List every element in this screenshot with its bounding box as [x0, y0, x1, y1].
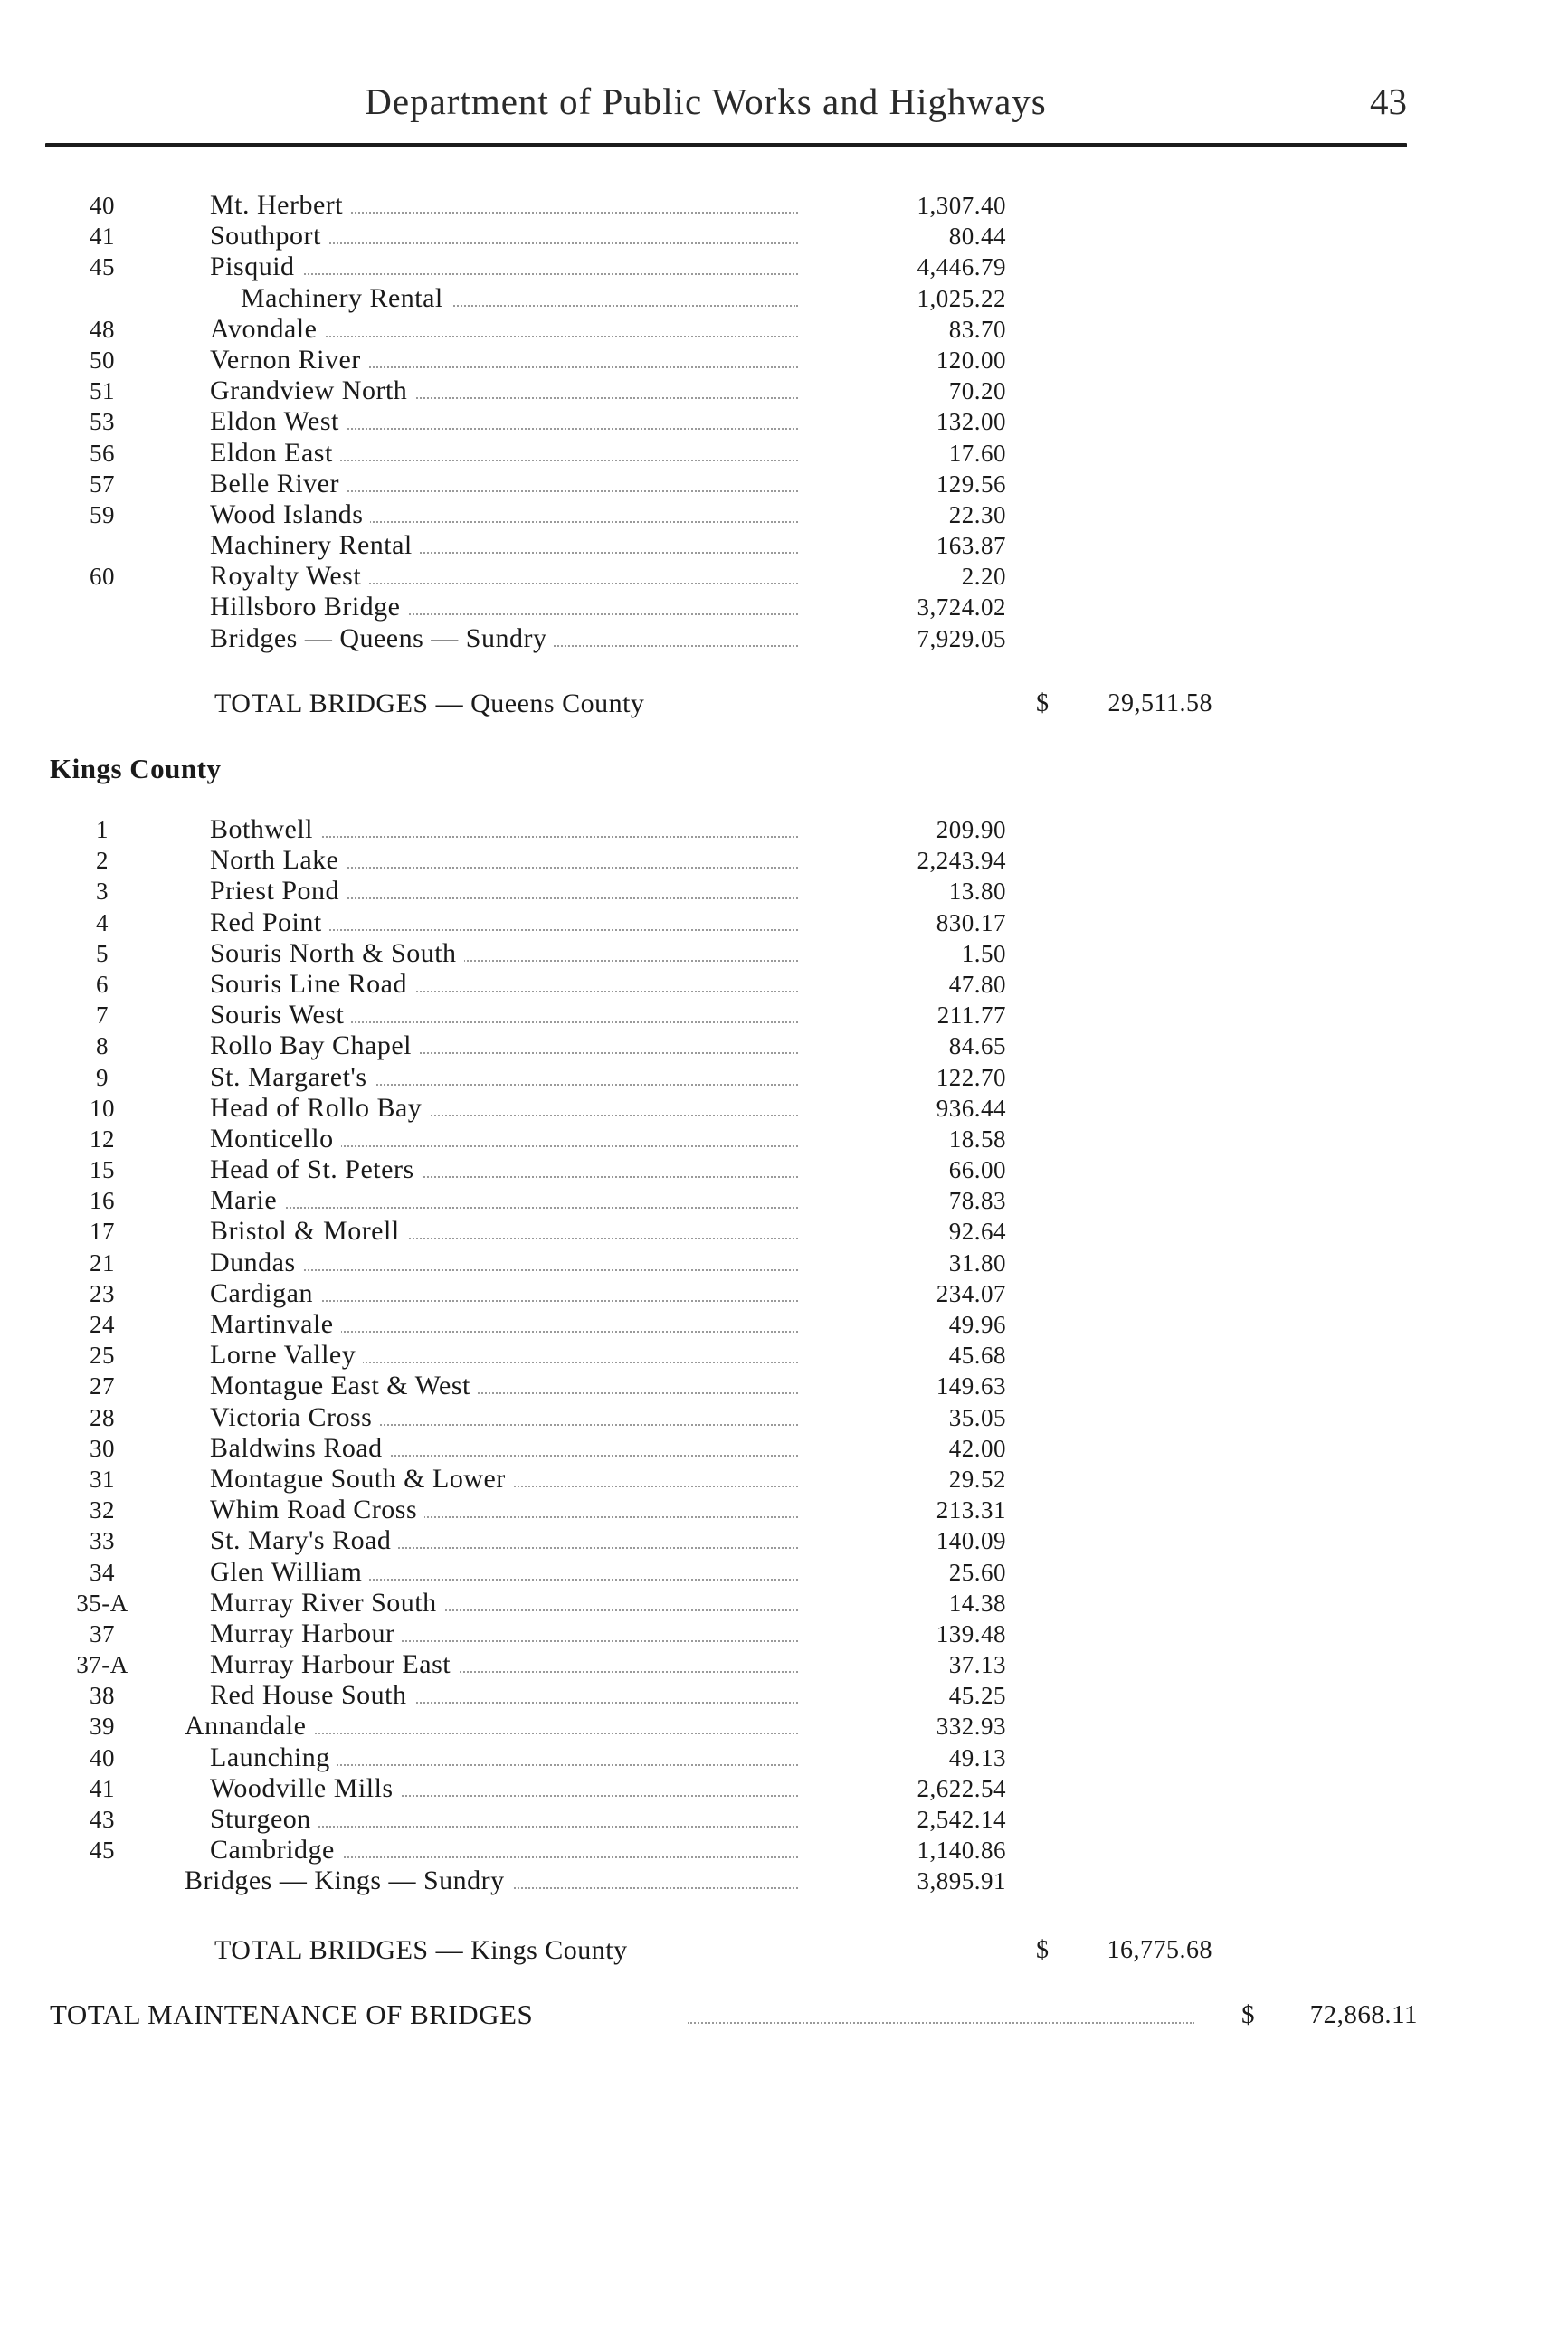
bridge-name: Souris North & South: [210, 938, 464, 968]
table-row: [0, 1866, 1568, 1896]
bridge-number: 40: [90, 1743, 115, 1771]
bridge-name: Bridges — Queens — Sundry: [210, 623, 554, 653]
bridge-name: Monticello: [210, 1124, 341, 1154]
bridge-amount: 234.07: [936, 1279, 1006, 1307]
bridge-name-cell: [210, 1680, 798, 1711]
bridge-number: 27: [90, 1372, 115, 1400]
table-row: [0, 1154, 1568, 1185]
table-row: [0, 1773, 1568, 1804]
table-row: [0, 1340, 1568, 1371]
bridge-name: North Lake: [210, 845, 346, 875]
bridge-number: 38: [90, 1682, 115, 1710]
bridge-amount: 7,929.05: [917, 624, 1006, 652]
page-header: [0, 0, 1568, 154]
bridge-name-cell: [210, 1185, 798, 1216]
bridge-amount: 122.70: [936, 1063, 1006, 1091]
bridge-name: Whim Road Cross: [210, 1495, 424, 1524]
table-row: [0, 469, 1568, 499]
table-row: [0, 814, 1568, 845]
table-row: [0, 1588, 1568, 1619]
bridge-name-cell: [210, 1062, 798, 1093]
bridge-amount: 22.30: [948, 500, 1006, 528]
bridge-amount: 2,622.54: [917, 1774, 1006, 1802]
bridge-name: St. Margaret's: [210, 1062, 375, 1092]
bridge-amount: 17.60: [948, 439, 1006, 467]
bridge-name: Martinvale: [210, 1309, 341, 1339]
bridge-name-cell: [210, 1649, 798, 1680]
bridge-amount: 47.80: [948, 970, 1006, 998]
bridge-amount: 213.31: [936, 1496, 1006, 1524]
bridge-name-cell: [210, 345, 798, 375]
bridge-name-cell: [210, 1402, 798, 1433]
bridge-amount: 29.52: [948, 1465, 1006, 1493]
bridge-name: Grandview North: [210, 375, 414, 405]
table-row: [0, 1371, 1568, 1401]
bridge-number: 8: [96, 1032, 109, 1060]
bridge-number: 50: [90, 346, 115, 374]
bridge-name: Marie: [210, 1185, 284, 1215]
table-row: [0, 1093, 1568, 1124]
bridge-name: Belle River: [210, 469, 347, 498]
table-row: [0, 1464, 1568, 1495]
bridge-name: Victoria Cross: [210, 1402, 379, 1432]
table-row: [0, 1248, 1568, 1278]
bridge-amount: 4,446.79: [917, 253, 1006, 281]
bridge-number: 24: [90, 1311, 115, 1338]
bridge-name-cell: [185, 1711, 798, 1742]
bridge-name: Mt. Herbert: [210, 190, 350, 220]
bridge-name: Avondale: [210, 314, 324, 344]
bridge-amount: 80.44: [948, 223, 1006, 251]
table-row: [0, 845, 1568, 876]
table-row: [0, 592, 1568, 622]
bridge-number: 7: [96, 1002, 109, 1030]
table-row: [0, 1278, 1568, 1309]
bridge-amount: 49.13: [948, 1743, 1006, 1771]
grand-total-dollar: $: [1241, 2000, 1255, 2029]
bridge-name: Woodville Mills: [210, 1773, 401, 1803]
bridge-name: Annandale: [185, 1711, 313, 1741]
bridge-name-cell: [210, 1371, 798, 1401]
kings-total-row: [0, 1932, 1568, 1969]
bridge-name: Machinery Rental: [241, 283, 451, 313]
bridge-number: 31: [90, 1465, 115, 1493]
bridge-name: Murray Harbour East: [210, 1649, 458, 1679]
bridge-amount: 2,542.14: [917, 1806, 1006, 1833]
kings-total-dollar: $: [1036, 1936, 1050, 1964]
table-row: [0, 907, 1568, 938]
bridge-amount: 149.63: [936, 1372, 1006, 1400]
bridge-number: 37: [90, 1619, 115, 1647]
table-row: [0, 1062, 1568, 1093]
bridge-number: 43: [90, 1806, 115, 1833]
bridge-name-cell: [210, 469, 798, 499]
bridge-amount: 936.44: [936, 1094, 1006, 1122]
bridge-amount: 2,243.94: [917, 847, 1006, 875]
bridge-amount: 45.25: [948, 1682, 1006, 1710]
table-row: [0, 1185, 1568, 1216]
table-row: [0, 1433, 1568, 1464]
bridge-name-cell: [210, 1525, 798, 1556]
bridge-amount: 49.96: [948, 1311, 1006, 1338]
bridge-name: Montague East & West: [210, 1371, 478, 1400]
table-row: [0, 1742, 1568, 1773]
bridge-name-cell: [210, 623, 798, 654]
bridge-name: Souris Line Road: [210, 969, 414, 999]
bridge-number: 30: [90, 1434, 115, 1462]
bridge-amount: 42.00: [948, 1434, 1006, 1462]
bridge-amount: 84.65: [948, 1032, 1006, 1060]
bridge-number: 56: [90, 439, 115, 467]
bridge-number: 9: [96, 1063, 109, 1091]
table-row: [0, 1525, 1568, 1556]
bridge-amount: 92.64: [948, 1218, 1006, 1246]
table-row: [0, 876, 1568, 907]
table-row: [0, 938, 1568, 969]
bridge-name-cell: [210, 1093, 798, 1124]
bridge-name-cell: [210, 375, 798, 406]
bridge-number: 57: [90, 470, 115, 498]
bridge-name-cell: [210, 814, 798, 845]
bridge-amount: 45.68: [948, 1342, 1006, 1370]
bridge-name-cell: [210, 190, 798, 221]
bridge-amount: 1,025.22: [917, 284, 1006, 312]
bridge-name-cell: [210, 1835, 798, 1866]
bridge-name-cell: [210, 1464, 798, 1495]
bridge-name-cell: [210, 1248, 798, 1278]
bridge-name-cell: [210, 530, 798, 561]
table-row: [0, 1000, 1568, 1030]
bridge-amount: 830.17: [936, 908, 1006, 936]
bridge-name: Head of St. Peters: [210, 1154, 422, 1184]
table-row: [0, 1619, 1568, 1649]
bridge-name: Eldon West: [210, 406, 347, 436]
bridge-name: Lorne Valley: [210, 1340, 363, 1370]
bridge-number: 41: [90, 223, 115, 251]
queens-county-table: [0, 190, 1568, 654]
bridge-name: Bothwell: [210, 814, 320, 844]
bridge-number: 60: [90, 563, 115, 591]
bridge-name-cell: [210, 406, 798, 437]
bridge-number: 1: [96, 816, 109, 843]
bridge-number: 51: [90, 377, 115, 405]
table-row: [0, 1495, 1568, 1525]
bridge-amount: 209.90: [936, 816, 1006, 843]
bridge-amount: 132.00: [936, 408, 1006, 436]
bridge-name-cell: [210, 1030, 798, 1061]
bridge-amount: 1,307.40: [917, 192, 1006, 219]
bridge-name: Red House South: [210, 1680, 414, 1710]
bridge-name-cell: [210, 1557, 798, 1588]
table-row: [0, 561, 1568, 592]
bridge-amount: 3,724.02: [917, 593, 1006, 622]
table-row: [0, 499, 1568, 530]
bridge-number: 21: [90, 1248, 115, 1277]
page-number: 43: [1370, 81, 1407, 122]
bridge-name-cell: [210, 1154, 798, 1185]
table-row: [0, 1680, 1568, 1711]
table-row: [0, 406, 1568, 437]
bridge-number: 16: [90, 1187, 115, 1215]
grand-total-amount: 72,868.11: [1309, 2000, 1418, 2029]
bridge-number: 40: [90, 192, 115, 219]
bridge-name: Murray River South: [210, 1588, 444, 1618]
bridge-name: Rollo Bay Chapel: [210, 1030, 419, 1060]
bridge-name-cell: [241, 283, 798, 314]
bridge-number: 53: [90, 408, 115, 436]
bridge-number: 37-A: [76, 1651, 128, 1679]
bridge-name: Glen William: [210, 1557, 369, 1587]
bridge-number: 12: [90, 1125, 115, 1153]
bridge-name-cell: [210, 907, 798, 938]
bridge-name-cell: [210, 1742, 798, 1773]
bridge-number: 17: [90, 1218, 115, 1246]
bridge-number: 10: [90, 1094, 115, 1122]
bridge-amount: 139.48: [936, 1619, 1006, 1647]
table-row: [0, 969, 1568, 1000]
bridge-name-cell: [210, 1000, 798, 1030]
bridge-amount: 66.00: [948, 1156, 1006, 1184]
bridge-amount: 2.20: [961, 563, 1006, 591]
table-row: [0, 1402, 1568, 1433]
bridge-number: 15: [90, 1156, 115, 1184]
table-row: [0, 345, 1568, 375]
bridge-name-cell: [210, 876, 798, 907]
bridge-amount: 31.80: [948, 1248, 1006, 1277]
bridge-name: Bristol & Morell: [210, 1216, 407, 1246]
bridge-name: Red Point: [210, 907, 329, 937]
bridge-name-cell: [210, 1588, 798, 1619]
bridge-name-cell: [210, 438, 798, 469]
bridge-number: 28: [90, 1403, 115, 1431]
bridge-name: Machinery Rental: [210, 530, 420, 560]
bridge-number: 39: [90, 1713, 115, 1741]
bridge-amount: 1,140.86: [917, 1837, 1006, 1865]
table-row: [0, 1030, 1568, 1061]
bridge-amount: 70.20: [948, 377, 1006, 405]
bridge-number: 3: [96, 878, 109, 906]
bridge-name: Dundas: [210, 1248, 303, 1277]
bridge-number: 45: [90, 253, 115, 281]
bridge-name-cell: [210, 938, 798, 969]
kings-county-table: [0, 814, 1568, 1897]
grand-total-row: [0, 1995, 1568, 2035]
bridge-amount: 211.77: [936, 1002, 1006, 1030]
table-row: [0, 252, 1568, 282]
bridge-name-cell: [210, 1309, 798, 1340]
bridge-number: 48: [90, 315, 115, 343]
bridge-name-cell: [185, 1866, 798, 1896]
bridge-number: 45: [90, 1837, 115, 1865]
queens-total-row: [0, 686, 1568, 722]
bridge-name: Launching: [210, 1742, 337, 1772]
bridge-amount: 78.83: [948, 1187, 1006, 1215]
bridge-name-cell: [210, 1773, 798, 1804]
bridge-name-cell: [210, 1278, 798, 1309]
bridge-name-cell: [210, 252, 798, 282]
page-title: Department of Public Works and Highways: [365, 81, 1047, 122]
bridge-name-cell: [210, 1804, 798, 1835]
header-rule: [45, 143, 1407, 147]
bridge-name: Souris West: [210, 1000, 351, 1030]
bridge-name: St. Mary's Road: [210, 1525, 398, 1555]
bridge-amount: 18.58: [948, 1125, 1006, 1153]
table-row: [0, 1557, 1568, 1588]
bridge-amount: 120.00: [936, 346, 1006, 374]
bridge-number: 4: [96, 908, 109, 936]
bridge-name: Royalty West: [210, 561, 368, 591]
queens-total-label: TOTAL BRIDGES — Queens County: [214, 688, 645, 718]
bridge-name-cell: [210, 592, 798, 622]
table-row: [0, 438, 1568, 469]
bridge-name: Eldon East: [210, 438, 340, 468]
bridge-amount: 1.50: [961, 939, 1006, 967]
bridge-name-cell: [210, 1216, 798, 1247]
bridge-name: Montague South & Lower: [210, 1464, 513, 1494]
bridge-name-cell: [210, 499, 798, 530]
table-row: [0, 1835, 1568, 1866]
table-row: [0, 1711, 1568, 1742]
table-row: [0, 1216, 1568, 1247]
bridge-name-cell: [210, 1124, 798, 1154]
bridge-amount: 3,895.91: [917, 1867, 1006, 1895]
bridge-name: Cardigan: [210, 1278, 320, 1308]
bridge-name: Hillsboro Bridge: [210, 592, 408, 622]
bridge-number: 6: [96, 970, 109, 998]
bridge-number: 35-A: [76, 1589, 128, 1617]
table-row: [0, 623, 1568, 654]
table-row: [0, 314, 1568, 345]
bridge-amount: 83.70: [948, 315, 1006, 343]
bridge-name-cell: [210, 1495, 798, 1525]
bridge-name: Murray Harbour: [210, 1619, 402, 1648]
bridge-name: Vernon River: [210, 345, 368, 375]
grand-total-label: TOTAL MAINTENANCE OF BRIDGES: [50, 1998, 534, 2030]
bridge-name-cell: [210, 561, 798, 592]
table-row: [0, 283, 1568, 314]
bridge-number: 2: [96, 847, 109, 875]
bridge-amount: 37.13: [948, 1651, 1006, 1679]
kings-total-label: TOTAL BRIDGES — Kings County: [214, 1935, 628, 1965]
table-row: [0, 375, 1568, 406]
bridge-name: Sturgeon: [210, 1804, 318, 1834]
bridge-name: Cambridge: [210, 1835, 342, 1865]
queens-total-amount: 29,511.58: [1107, 689, 1212, 717]
bridge-name-cell: [210, 1433, 798, 1464]
bridge-amount: 13.80: [948, 878, 1006, 906]
table-row: [0, 1649, 1568, 1680]
table-row: [0, 1309, 1568, 1340]
bridge-amount: 129.56: [936, 470, 1006, 498]
kings-total-amount: 16,775.68: [1107, 1936, 1212, 1964]
bridge-amount: 14.38: [948, 1589, 1006, 1617]
bridge-name-cell: [210, 969, 798, 1000]
bridge-amount: 140.09: [936, 1527, 1006, 1555]
bridge-amount: 35.05: [948, 1403, 1006, 1431]
table-row: [0, 1804, 1568, 1835]
bridge-number: 23: [90, 1279, 115, 1307]
queens-total-dollar: $: [1036, 689, 1050, 717]
bridge-number: 34: [90, 1558, 115, 1586]
bridge-number: 41: [90, 1774, 115, 1802]
bridge-name-cell: [210, 1340, 798, 1371]
bridge-name: Baldwins Road: [210, 1433, 390, 1463]
bridge-name-cell: [210, 314, 798, 345]
bridge-name: Pisquid: [210, 252, 302, 281]
table-row: [0, 1124, 1568, 1154]
grand-total-leader-dots: [688, 2022, 1194, 2024]
bridge-name-cell: [210, 221, 798, 252]
bridge-number: 32: [90, 1496, 115, 1524]
table-row: [0, 530, 1568, 561]
bridge-number: 25: [90, 1342, 115, 1370]
kings-county-heading: Kings County: [50, 753, 222, 784]
bridge-number: 5: [96, 939, 109, 967]
leader-dots: [210, 1207, 798, 1209]
bridge-name: Wood Islands: [210, 499, 370, 529]
bridge-name-cell: [210, 1619, 798, 1649]
bridge-name-cell: [210, 845, 798, 876]
bridge-name: Southport: [210, 221, 328, 251]
table-row: [0, 190, 1568, 221]
table-row: [0, 221, 1568, 252]
bridge-number: 59: [90, 500, 115, 528]
bridge-name: Head of Rollo Bay: [210, 1093, 429, 1123]
bridge-name: Bridges — Kings — Sundry: [185, 1866, 512, 1895]
bridge-amount: 332.93: [936, 1713, 1006, 1741]
bridge-amount: 163.87: [936, 532, 1006, 560]
bridge-number: 33: [90, 1527, 115, 1555]
bridge-name: Priest Pond: [210, 876, 347, 906]
bridge-amount: 25.60: [948, 1558, 1006, 1586]
